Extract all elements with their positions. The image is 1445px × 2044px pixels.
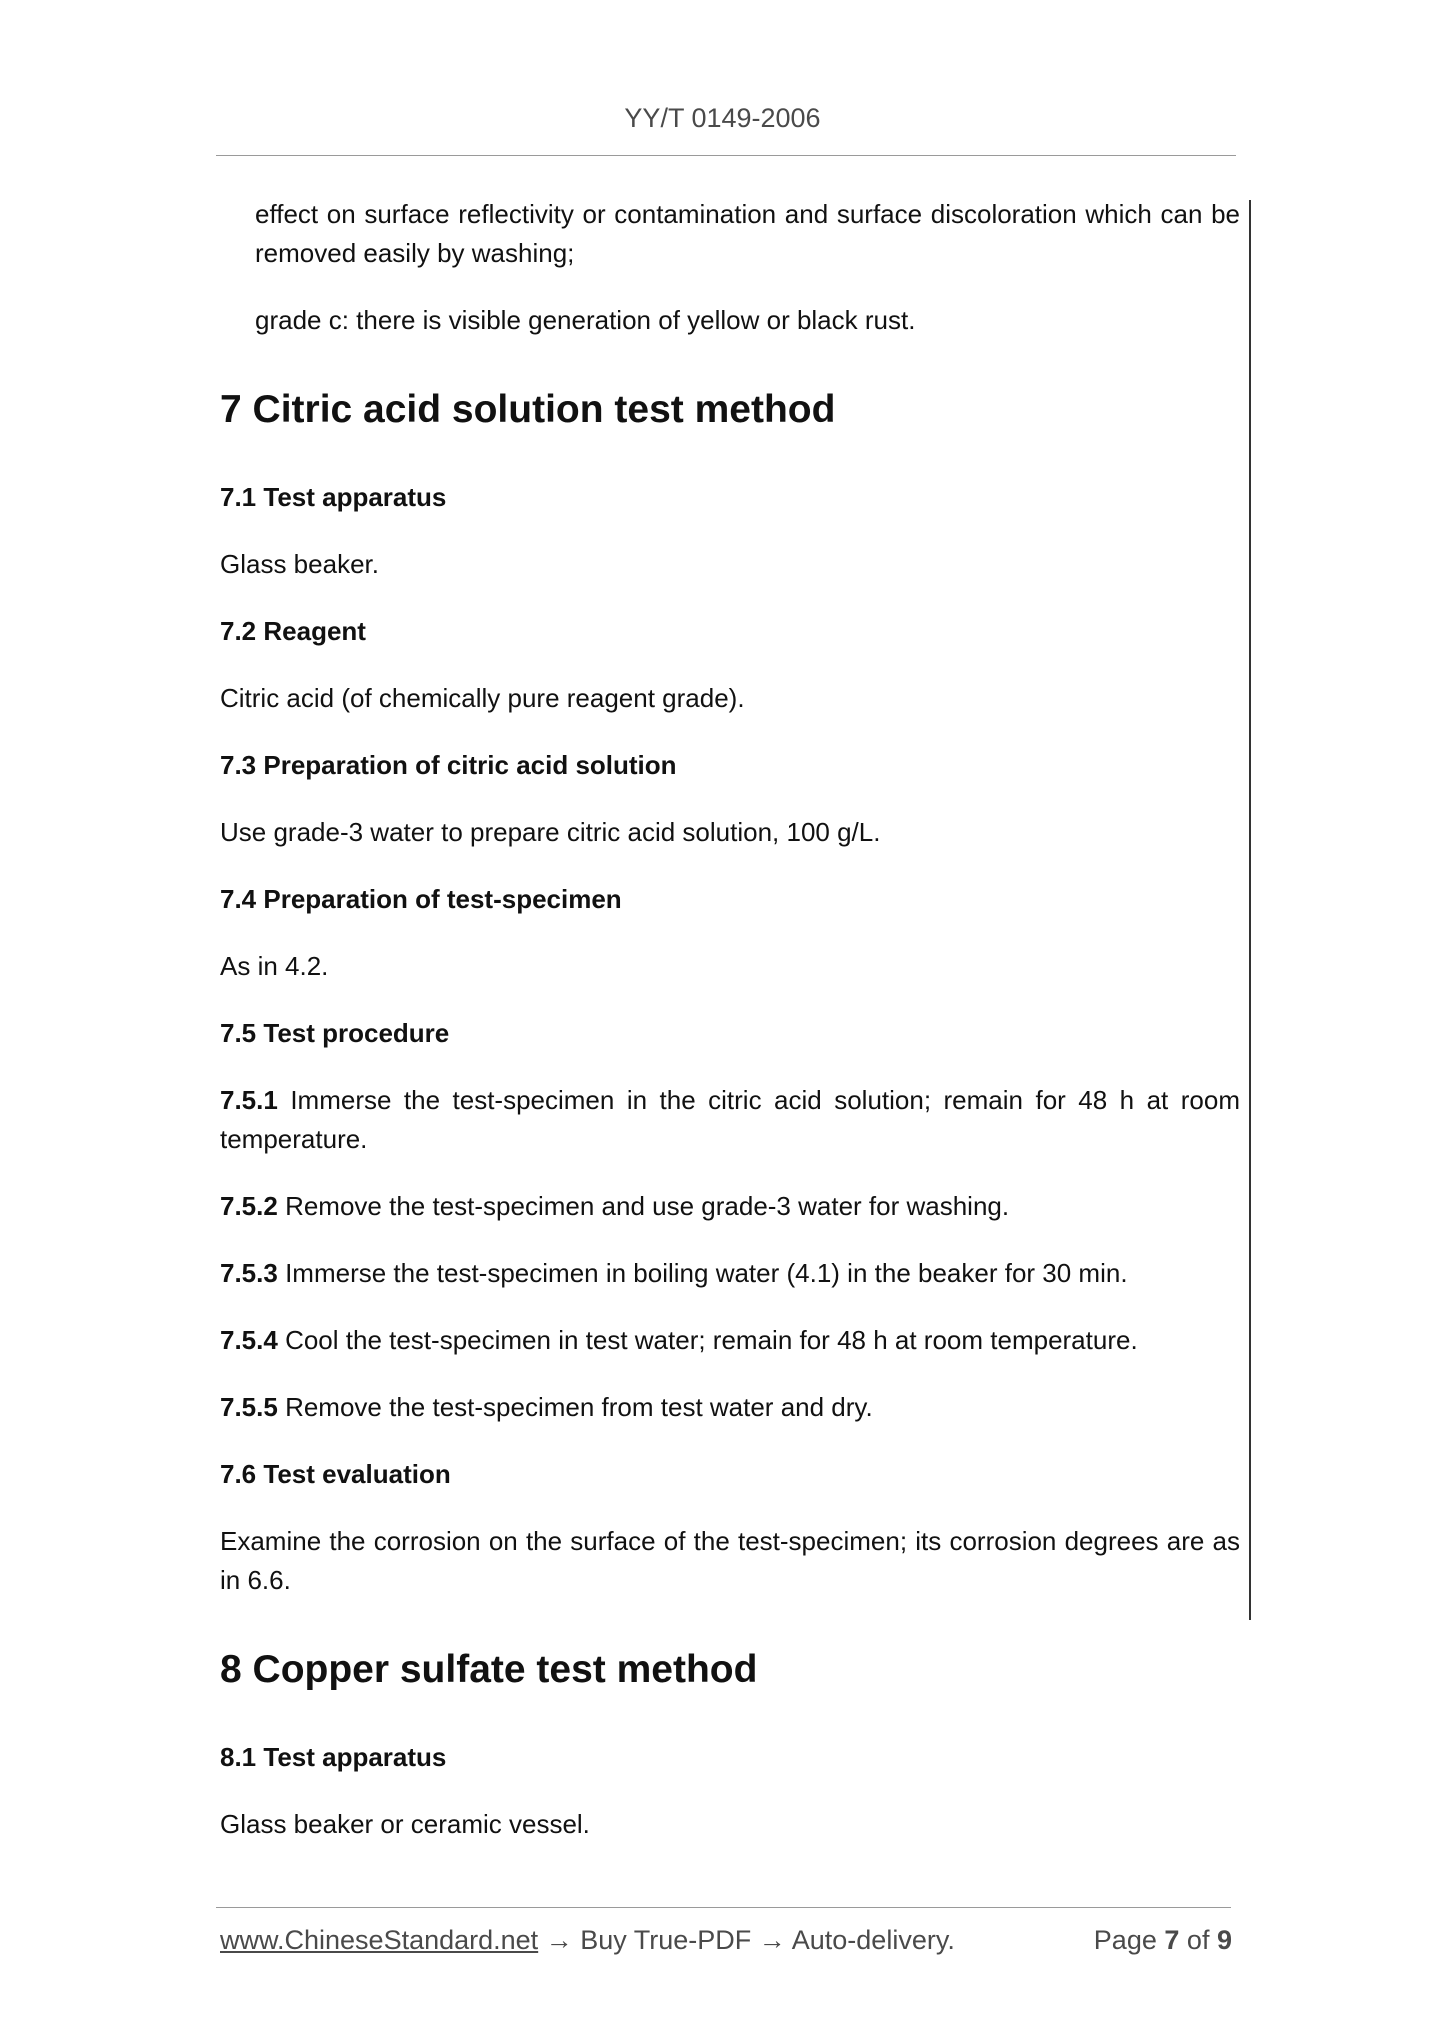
clause-7-5-4 (220, 1321, 1240, 1360)
subsection-7-1-text: Glass beaker. (220, 549, 379, 579)
page-header: YY/T 0149-2006 (624, 103, 821, 133)
subsection-8-1-title: 8.1 Test apparatus (220, 1742, 447, 1772)
document-body (220, 195, 1240, 1872)
subsection-7-3-text: Use grade-3 water to prepare citric acid solution, 100 g/L. (220, 817, 881, 847)
footer-divider (216, 1907, 1231, 1908)
footer-promo (220, 1925, 955, 1956)
promo-text: → Buy True-PDF → Auto-delivery. (545, 1925, 955, 1955)
total-pages: 9 (1216, 1925, 1232, 1955)
subsection-8-1-text: Glass beaker or ceramic vessel. (220, 1809, 590, 1839)
paragraph-grade-b-continued: effect on surface reflectivity or contamination and surface discoloration which can be removed easily by washing; (255, 199, 1240, 268)
paragraph-grade-c: grade c: there is visible generation of yellow or black rust. (255, 305, 916, 335)
section-7-title: 7 Citric acid solution test method (220, 388, 836, 431)
header-divider (216, 155, 1236, 156)
subsection-7-4-text: As in 4.2. (220, 951, 329, 981)
subsection-7-6-title: 7.6 Test evaluation (220, 1459, 451, 1489)
section-8-title: 8 Copper sulfate test method (220, 1648, 758, 1691)
clause-number: 7.5.3 (220, 1258, 278, 1288)
clause-text: Immerse the test-specimen in boiling water (4.1) in the beaker for 30 min. (285, 1258, 1128, 1288)
clause-number: 7.5.2 (220, 1191, 278, 1221)
clause-number: 7.5.1 (220, 1085, 278, 1115)
clause-7-5-5 (220, 1388, 1240, 1427)
current-page: 7 (1164, 1925, 1180, 1955)
clause-text: Remove the test-specimen from test water and dry. (285, 1392, 873, 1422)
page-number (1094, 1925, 1232, 1956)
clause-text: Cool the test-specimen in test water; remain for 48 h at room temperature. (285, 1325, 1138, 1355)
of-label: of (1186, 1925, 1210, 1955)
clause-7-5-3 (220, 1254, 1240, 1293)
subsection-7-2-text: Citric acid (of chemically pure reagent grade). (220, 683, 745, 713)
subsection-7-3-title: 7.3 Preparation of citric acid solution (220, 750, 677, 780)
page-label: Page (1093, 1925, 1157, 1955)
subsection-7-1-title: 7.1 Test apparatus (220, 482, 447, 512)
clause-7-5-2 (220, 1187, 1240, 1226)
clause-text: Remove the test-specimen and use grade-3 water for washing. (285, 1191, 1010, 1221)
clause-number: 7.5.4 (220, 1325, 278, 1355)
subsection-7-2-title: 7.2 Reagent (220, 616, 366, 646)
revision-change-bar (1249, 200, 1251, 1620)
clause-number: 7.5.5 (220, 1392, 278, 1422)
subsection-7-4-title: 7.4 Preparation of test-specimen (220, 884, 622, 914)
clause-text: Immerse the test-specimen in the citric acid solution; remain for 48 h at room temperature. (220, 1085, 1240, 1154)
clause-7-5-1 (220, 1081, 1240, 1159)
website-link[interactable]: www.ChineseStandard.net (220, 1925, 539, 1955)
subsection-7-5-title: 7.5 Test procedure (220, 1018, 450, 1048)
subsection-7-6-text: Examine the corrosion on the surface of the test-specimen; its corrosion degrees are as in 6.6. (220, 1526, 1240, 1595)
